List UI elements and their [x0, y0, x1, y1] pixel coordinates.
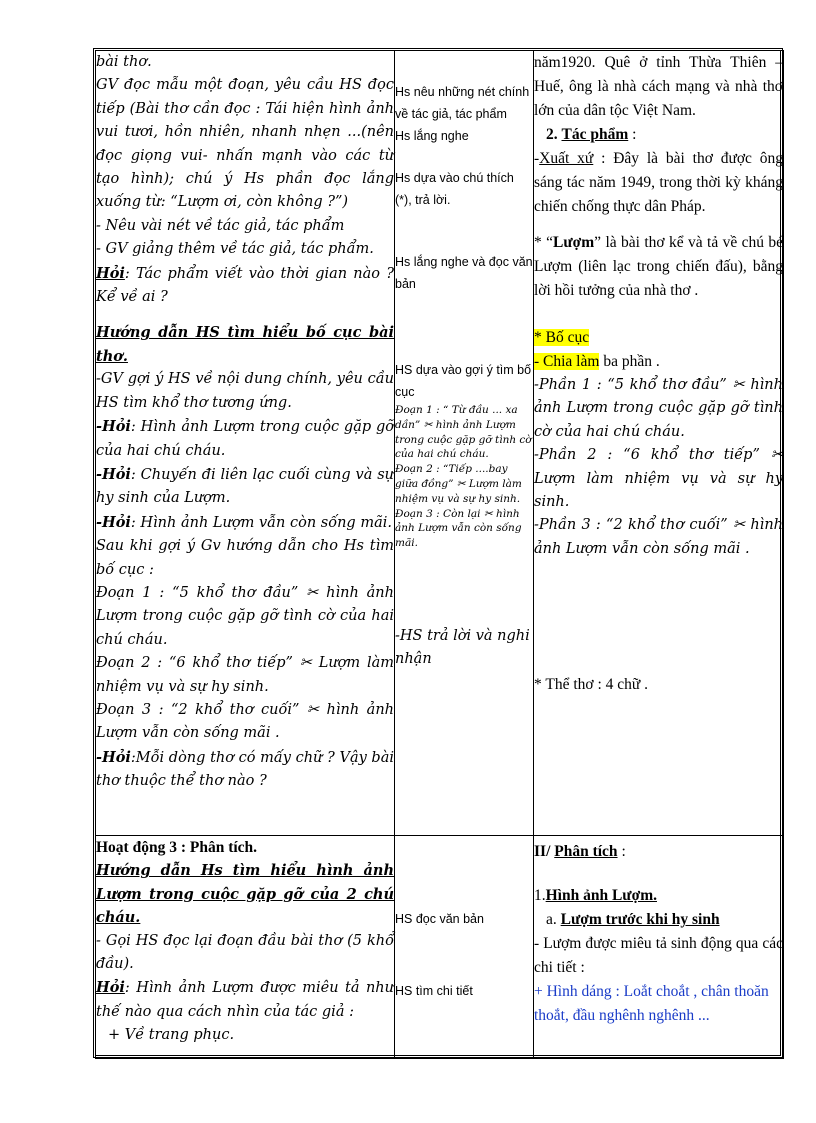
- teacher-text: Sau khi gợi ý Gv hướng dẫn cho Hs tìm bố cục :: [96, 538, 394, 578]
- student-text: Đoạn 1 : “ Từ đầu ... xa dần” ✂ hình ảnh Lượm trong cuộc gặp gỡ tình cờ của hai chú cháu.: [395, 404, 532, 461]
- student-text: Hs lắng nghe và đọc văn bản: [395, 255, 533, 291]
- teacher-question: -Hỏi: Chuyến đi liên lạc cuối cùng và sự hy sinh của Lượm.: [96, 465, 394, 507]
- teacher-text: + Về trang phục.: [108, 1027, 235, 1044]
- student-text: HS dựa vào gợi ý tìm bố cục: [395, 363, 532, 399]
- teacher-text: - Nêu vài nét về tác giả, tác phẩm: [96, 217, 345, 234]
- teacher-question: -Hỏi: Hình ảnh Lượm trong cuộc gặp gỡ của hai chú cháu.: [96, 418, 394, 459]
- content-cell: [534, 836, 784, 1059]
- student-text: Hs nêu những nét chính về tác giả, tác phẩm: [395, 85, 530, 121]
- student-text: Hs dựa vào chú thích (*), trả lời.: [395, 171, 514, 207]
- teacher-text: - GV giảng thêm về tác giả, tác phẩm.: [96, 241, 374, 258]
- content-subheading: a. Lượm trước khi hy sinh: [546, 911, 720, 928]
- content-cell: [534, 51, 784, 836]
- teacher-text: Đoạn 3 : “2 khổ thơ cuối” ✂ hình ảnh Lượm vẫn còn sống mãi .: [96, 701, 394, 742]
- teacher-text: bài thơ.: [96, 54, 152, 70]
- student-text: -HS trả lời và nghi nhận: [395, 627, 530, 667]
- content-text: + Hình dáng : Loắt choắt , chân thoăn thoắt, đầu nghênh nghênh ...: [534, 983, 769, 1024]
- teacher-text: Đoạn 2 : “6 khổ thơ tiếp” ✂ Lượm làm nhiệm vụ và sự hy sinh.: [96, 655, 394, 695]
- section-heading: Hướng dẫn HS tìm hiểu bố cục bài thơ.: [96, 324, 394, 365]
- hoi-label: -Hỏi: [96, 513, 131, 531]
- content-subheading: 2. Tác phẩm :: [546, 126, 637, 143]
- hoi-label: Hỏi: [96, 264, 125, 282]
- teacher-text: Đoạn 1 : “5 khổ thơ đầu” ✂ hình ảnh Lượm trong cuộc gặp gỡ tình cờ của hai chú cháu.: [96, 584, 394, 648]
- hoi-label: -Hỏi: [96, 418, 131, 436]
- table-row: [96, 836, 784, 1059]
- hoi-label: -Hỏi: [96, 748, 131, 766]
- section-heading: Hướng dẫn Hs tìm hiểu hình ảnh Lượm trong cuộc gặp gỡ của 2 chú cháu.: [96, 862, 394, 927]
- teacher-question: Hỏi: Hình ảnh Lượm được miêu tả như thế nào qua cách nhìn của tác giả :: [96, 979, 394, 1020]
- lesson-table: [95, 50, 784, 1059]
- content-text: * Thể thơ : 4 chữ .: [534, 676, 649, 694]
- spacer: [534, 219, 783, 231]
- student-text: Đoạn 3 : Còn lại ✂ hình ảnh Lượm vẫn còn sống mãi.: [395, 507, 522, 550]
- teacher-activity-cell: [96, 51, 395, 836]
- spacer: [534, 303, 783, 326]
- student-text: HS đọc văn bản: [395, 912, 484, 926]
- content-text: -Xuất xứ : Đây là bài thơ được ông sáng tác năm 1949, trong thời kỳ kháng chiến chống thực dân Pháp.: [534, 150, 784, 215]
- teacher-text: -GV gợi ý HS về nội dung chính, yêu cầu HS tìm khổ thơ tương ứng.: [96, 371, 394, 411]
- content-text: * “Lượm” là bài thơ kể và tả về chú bé Lượm (liên lạc trong chiến đấu), bằng lời hồi tưởng của nhà thơ .: [534, 234, 783, 299]
- teacher-text: GV đọc mẫu một đoạn, yêu cầu HS đọc tiếp (Bài thơ cần đọc : Tái hiện hình ảnh vui tươi, hồn nhiên, nhanh nhẹn ...(nên đọc giọng vui- nhấn mạnh vào các từ tạo hình); chú ý Hs phần đọc lắng xuống từ: “Lượm ơi, còn không ?”): [96, 77, 394, 211]
- student-text: HS tìm chi tiết: [395, 984, 473, 998]
- teacher-question: -Hỏi:Mỗi dòng thơ có mấy chữ ? Vậy bài thơ thuộc thể thơ nào ?: [96, 748, 394, 790]
- teacher-question: Hỏi: Tác phẩm viết vào thời gian nào ? Kể về ai ?: [96, 264, 394, 306]
- activity-title: Hoạt động 3 : Phân tích.: [96, 839, 258, 856]
- content-heading: II/ Phân tích :: [534, 843, 626, 860]
- hoi-label: Hỏi: [96, 979, 125, 997]
- student-text: Đoạn 2 : “Tiếp ....bay giữa đồng” ✂ Lượm làm nhiệm vụ và sự hy sinh.: [395, 463, 522, 505]
- teacher-activity-cell: [96, 836, 395, 1059]
- student-activity-cell: [395, 836, 534, 1059]
- hoi-label: -Hỏi: [96, 465, 131, 483]
- content-text: -Phần 1 : “5 khổ thơ đầu” ✂ hình ảnh Lượm trong cuộc gặp gỡ tình cờ của hai chú cháu.: [534, 377, 783, 440]
- teacher-text: - Gọi HS đọc lại đoạn đầu bài thơ (5 khổ đầu).: [96, 932, 394, 973]
- content-text: -Phần 3 : “2 khổ thơ cuối” ✂ hình ảnh Lượm vẫn còn sống mãi .: [534, 517, 783, 557]
- student-text: Hs lắng nghe: [395, 129, 469, 143]
- content-subheading: * Bố cục: [534, 329, 590, 346]
- content-subheading: 1.Hình ảnh Lượm.: [534, 887, 657, 904]
- student-activity-cell: [395, 51, 534, 836]
- spacer: [96, 309, 394, 321]
- content-text: - Lượm được miêu tả sinh động qua các chi tiết :: [534, 935, 783, 976]
- content-text: -Phần 2 : “6 khổ thơ tiếp” ✂ Lượm làm nhiệm vụ và sự hy sinh.: [534, 447, 783, 511]
- teacher-question: -Hỏi: Hình ảnh Lượm vẫn còn sống mãi.: [96, 513, 392, 531]
- table-row: [96, 51, 784, 836]
- content-text: - Chia làm ba phần .: [534, 353, 660, 370]
- content-text: năm1920. Quê ở tỉnh Thừa Thiên – Huế, ông là nhà cách mạng và nhà thơ lớn của dân tộc Việt Nam.: [534, 54, 783, 119]
